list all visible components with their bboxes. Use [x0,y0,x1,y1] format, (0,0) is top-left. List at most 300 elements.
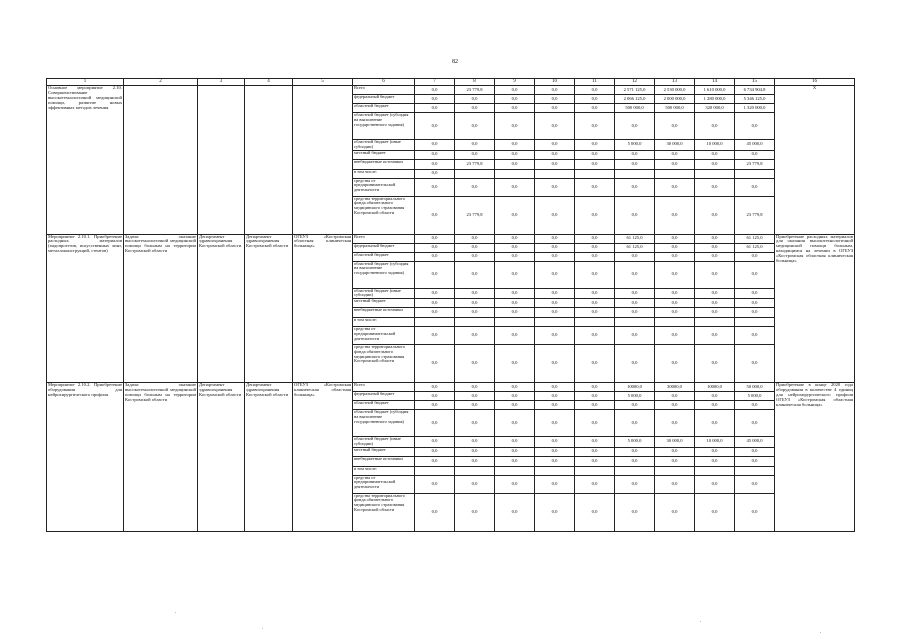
amount-cell: 45 000,0 [735,437,775,448]
amount-cell: 0,0 [535,447,575,456]
amount-cell [695,466,735,475]
amount-cell: 500 000,0 [655,104,695,113]
amount-cell: 0,0 [655,345,695,383]
amount-cell: 0,0 [655,447,695,456]
funding-source-cell: областной бюджет [353,104,415,113]
amount-cell: 0,0 [735,113,775,140]
funding-source-cell: местный бюджет [353,447,415,456]
amount-cell: 0,0 [575,252,615,261]
amount-cell: 0,0 [575,243,615,252]
amount-cell: 0,0 [735,327,775,345]
amount-cell: 0,0 [575,86,615,95]
amount-cell: 0,0 [535,178,575,196]
amount-cell: 0,0 [455,437,495,448]
column-number-cell: 3 [198,79,245,86]
amount-cell: 0,0 [735,493,775,531]
amount-cell: 0,0 [695,159,735,169]
amount-cell: 0,0 [575,383,615,392]
amount-cell: 0,0 [695,345,735,383]
amount-cell: 0,0 [455,234,495,243]
block-c4-cell: Департамент здравоохранения Костромской области [245,383,293,532]
amount-cell: 0,0 [455,252,495,261]
amount-cell: 0,0 [455,392,495,401]
amount-cell: 0,0 [575,327,615,345]
amount-cell: 30000,0 [655,383,695,392]
funding-source-cell: внебюджетные источники [353,159,415,169]
amount-cell: 320 000,0 [695,104,735,113]
amount-cell: 5 000,0 [615,392,655,401]
funding-source-cell: областной бюджет [353,252,415,261]
amount-cell: 0,0 [695,261,735,288]
amount-cell: 0,0 [735,345,775,383]
amount-cell: 0,0 [495,159,535,169]
amount-cell: 0,0 [495,308,535,318]
amount-cell: 0,0 [535,410,575,437]
amount-cell: 61 125,0 [615,234,655,243]
amount-cell: 0,0 [535,150,575,159]
funding-source-cell: внебюджетные источники [353,308,415,318]
amount-cell: 0,0 [455,95,495,104]
amount-cell: 0,0 [655,410,695,437]
amount-cell: 0,0 [655,475,695,493]
block-c2-cell: Задача: оказание высокотехнологичной медицинской помощи больным на территории Костромской области [124,383,198,532]
amount-cell: 0,0 [615,299,655,308]
amount-cell: 0,0 [695,178,735,196]
amount-cell: 0,0 [495,113,535,140]
amount-cell: 2 530 000,0 [655,86,695,95]
amount-cell: 0,0 [455,178,495,196]
amount-cell: 0,0 [535,437,575,448]
amount-cell: 0,0 [455,150,495,159]
amount-cell: 0,0 [535,299,575,308]
column-number-cell: 8 [455,79,495,86]
amount-cell: 0,0 [615,159,655,169]
amount-cell: 0,0 [575,475,615,493]
amount-cell: 0,0 [535,288,575,299]
amount-cell: 0,0 [615,113,655,140]
amount-cell: 1 610 000,0 [695,86,735,95]
amount-cell: 0,0 [415,447,455,456]
amount-cell: 0,0 [495,243,535,252]
amount-cell [655,318,695,327]
amount-cell: 0,0 [735,288,775,299]
amount-cell: 0,0 [455,475,495,493]
amount-cell: 0,0 [535,261,575,288]
funding-source-cell: в том числе: [353,318,415,327]
block-c1-cell: Мероприятие 2.10.1. Приобретение расходных материалов (эндопротезов, искусственных линз, металлоконструкций, стентов) [47,234,124,383]
column-number-cell: 13 [655,79,695,86]
amount-cell: 23 779,8 [455,86,495,95]
amount-cell: 0,0 [415,401,455,410]
amount-cell: 0,0 [575,493,615,531]
amount-cell: 0,0 [615,475,655,493]
column-number-cell: 14 [695,79,735,86]
amount-cell: 0,0 [695,447,735,456]
amount-cell: 0,0 [655,113,695,140]
amount-cell: 0,0 [455,383,495,392]
amount-cell: 10000,0 [695,383,735,392]
amount-cell: 0,0 [575,178,615,196]
funding-source-cell: местный бюджет [353,299,415,308]
amount-cell: 0,0 [455,401,495,410]
amount-cell: 0,0 [495,447,535,456]
amount-cell: 0,0 [535,196,575,234]
amount-cell: 0,0 [575,401,615,410]
budget-table [46,78,855,532]
amount-cell: 0,0 [575,299,615,308]
amount-cell: 0,0 [455,493,495,531]
amount-cell: 0,0 [575,437,615,448]
amount-cell: 0,0 [415,86,455,95]
amount-cell: 0,0 [535,345,575,383]
amount-cell: 1 280 000,0 [695,95,735,104]
amount-cell: 0,0 [455,140,495,151]
amount-cell [455,466,495,475]
amount-cell: 0,0 [615,288,655,299]
funding-source-cell: в том числе: [353,466,415,475]
amount-cell: 0,0 [415,308,455,318]
amount-cell [495,318,535,327]
amount-cell: 0,0 [455,345,495,383]
block-c4-cell [245,86,293,235]
funding-source-cell: федеральный бюджет [353,95,415,104]
amount-cell: 0,0 [455,308,495,318]
amount-cell: 0,0 [575,447,615,456]
amount-cell: 5 346 125,0 [735,95,775,104]
amount-cell: 0,0 [695,493,735,531]
column-number-cell: 5 [293,79,353,86]
amount-cell: 0,0 [615,178,655,196]
amount-cell: 0,0 [535,383,575,392]
amount-cell: 0,0 [615,308,655,318]
amount-cell: 0,0 [535,104,575,113]
amount-cell: 0,0 [655,493,695,531]
amount-cell: 0,0 [655,252,695,261]
amount-cell: 0,0 [415,261,455,288]
amount-cell: 0,0 [535,475,575,493]
amount-cell: 0,0 [495,252,535,261]
amount-cell: 0,0 [615,410,655,437]
funding-source-cell: областной бюджет (иные субсидии) [353,437,415,448]
amount-cell: 0,0 [655,308,695,318]
column-number-cell: 6 [353,79,415,86]
amount-cell: 0,0 [695,327,735,345]
amount-cell: 0,0 [695,113,735,140]
amount-cell: 0,0 [415,252,455,261]
amount-cell: 0,0 [575,113,615,140]
amount-cell [455,318,495,327]
amount-cell: 0,0 [495,196,535,234]
column-number-cell: 11 [575,79,615,86]
amount-cell [655,169,695,178]
funding-source-cell: областной бюджет (иные субсидии) [353,140,415,151]
amount-cell: 0,0 [495,178,535,196]
amount-cell: 61 125,0 [615,243,655,252]
funding-source-cell: средства от предпринимательской деятельности [353,327,415,345]
amount-cell: 0,0 [415,299,455,308]
amount-cell: 0,0 [415,140,455,151]
amount-cell: 0,0 [415,327,455,345]
amount-cell: 0,0 [735,150,775,159]
amount-cell: 0,0 [495,104,535,113]
funding-source-cell: областной бюджет (иные субсидии) [353,288,415,299]
funding-source-cell: областной бюджет (субсидия на выполнение государственного задания) [353,261,415,288]
amount-cell: 0,0 [695,243,735,252]
amount-cell [735,466,775,475]
amount-cell: 0,0 [655,159,695,169]
amount-cell: 0,0 [655,299,695,308]
amount-cell: 0,0 [495,392,535,401]
expected-result-cell: Приобретение расходных материалов для оказания высокотехнологичной медицинской помощи больным, находящимся на лечении в ОГБУЗ «Костромская областная клиническая больница» [775,234,855,383]
amount-cell: 0,0 [535,327,575,345]
amount-cell: 0,0 [455,456,495,466]
amount-cell: 0,0 [575,104,615,113]
amount-cell: 0,0 [455,327,495,345]
amount-cell [695,318,735,327]
amount-cell: 0,0 [535,243,575,252]
amount-cell: 0,0 [735,475,775,493]
amount-cell: 0,0 [415,288,455,299]
amount-cell: 0,0 [615,493,655,531]
block-c2-cell [124,86,198,235]
amount-cell: 0,0 [535,113,575,140]
block-c1-cell: Основное мероприятие 2.10. Совершенствование высокотехнологичной медицинской помощи, развитие новых эффективных методов лечения [47,86,124,235]
amount-cell: 0,0 [415,383,455,392]
block-c4-cell: Департамент здравоохранения Костромской области [245,234,293,383]
amount-cell: 0,0 [655,392,695,401]
amount-cell: 2 000 000,0 [655,95,695,104]
funding-source-cell: местный бюджет [353,150,415,159]
amount-cell: 0,0 [695,150,735,159]
amount-cell: 0,0 [735,456,775,466]
table-row [47,234,855,243]
amount-cell: 10 000,0 [695,437,735,448]
amount-cell: 0,0 [495,437,535,448]
amount-cell [415,466,455,475]
amount-cell: 0,0 [415,113,455,140]
amount-cell: 0,0 [735,401,775,410]
amount-cell: 0,0 [495,299,535,308]
amount-cell: 0,0 [655,456,695,466]
amount-cell: 0,0 [615,345,655,383]
amount-cell: 0,0 [415,104,455,113]
amount-cell: 0,0 [575,345,615,383]
amount-cell [415,318,455,327]
amount-cell: 0,0 [495,383,535,392]
amount-cell: 0,0 [575,234,615,243]
amount-cell: 0,0 [455,447,495,456]
amount-cell [615,466,655,475]
amount-cell [655,466,695,475]
funding-source-cell: средства от предпринимательской деятельности [353,475,415,493]
amount-cell: 23 779,8 [735,159,775,169]
amount-cell: 0,0 [495,345,535,383]
amount-cell [615,318,655,327]
amount-cell: 0,0 [535,392,575,401]
amount-cell: 0,0 [615,447,655,456]
amount-cell: 0,0 [495,401,535,410]
amount-cell: 0,0 [495,95,535,104]
amount-cell: 0,0 [455,410,495,437]
amount-cell: 0,0 [495,475,535,493]
amount-cell: 0,0 [415,243,455,252]
amount-cell: 0,0 [535,456,575,466]
amount-cell: 0,0 [455,113,495,140]
amount-cell: 6 734 904,8 [735,86,775,95]
funding-source-cell: средства от предпринимательской деятельности [353,178,415,196]
amount-cell [495,169,535,178]
funding-source-cell: внебюджетные источники [353,456,415,466]
amount-cell: 0,0 [575,308,615,318]
amount-cell: 0,0 [455,243,495,252]
table-body [47,79,855,532]
amount-cell: 0,0 [575,456,615,466]
amount-cell: 0,0 [695,475,735,493]
amount-cell: 0,0 [415,475,455,493]
amount-cell: 50 000,0 [735,383,775,392]
amount-cell: 30 000,0 [655,140,695,151]
amount-cell: 0,0 [695,410,735,437]
amount-cell [495,466,535,475]
column-number-cell: 1 [47,79,124,86]
amount-cell: 5 000,0 [615,437,655,448]
amount-cell: 10000,0 [615,383,655,392]
funding-source-cell: средства территориального фонда обязательного медицинского страхования Костромской области [353,345,415,383]
amount-cell: 0,0 [415,95,455,104]
funding-source-cell: в том числе: [353,169,415,178]
amount-cell: 0,0 [535,95,575,104]
amount-cell: 0,0 [455,299,495,308]
amount-cell: 0,0 [575,392,615,401]
amount-cell: 0,0 [615,196,655,234]
amount-cell: 0,0 [415,159,455,169]
scan-speck [700,621,701,622]
amount-cell: 0,0 [575,140,615,151]
amount-cell [575,466,615,475]
funding-source-cell: федеральный бюджет [353,243,415,252]
amount-cell: 0,0 [495,456,535,466]
amount-cell: 0,0 [735,299,775,308]
amount-cell [735,318,775,327]
amount-cell: 0,0 [655,243,695,252]
table-row [47,383,855,392]
amount-cell: 0,0 [495,234,535,243]
amount-cell: 0,0 [695,299,735,308]
funding-source-cell: областной бюджет (субсидия на выполнение государственного задания) [353,410,415,437]
amount-cell: 0,0 [655,234,695,243]
amount-cell: 0,0 [695,456,735,466]
column-number-cell: 10 [535,79,575,86]
expected-result-cell: Приобретение в конце 2020 года оборудования в количестве 4 единиц для нейрохирургического профиля ОГБУЗ «Костромская областная клиническая больница» [775,383,855,532]
funding-source-cell: Всего [353,86,415,95]
amount-cell: 61 125,0 [735,234,775,243]
amount-cell [535,318,575,327]
amount-cell: 0,0 [695,288,735,299]
funding-source-cell: федеральный бюджет [353,392,415,401]
amount-cell: 30 000,0 [655,437,695,448]
amount-cell: 0,0 [655,261,695,288]
column-number-cell: 7 [415,79,455,86]
amount-cell [735,169,775,178]
amount-cell: 0,0 [415,456,455,466]
amount-cell: 0,0 [535,493,575,531]
page-number: 82 [452,59,458,65]
column-number-cell: 16 [775,79,855,86]
funding-source-cell: Всего [353,383,415,392]
block-c3-cell [198,86,245,235]
amount-cell: 0,0 [455,104,495,113]
block-c2-cell: Задача: оказание высокотехнологичной медицинской помощи больным на территории Костромской области [124,234,198,383]
scan-speck [262,628,263,629]
table-row [47,86,855,95]
amount-cell: 0,0 [415,345,455,383]
amount-cell: 0,0 [695,234,735,243]
funding-source-cell: Всего [353,234,415,243]
amount-cell [615,169,655,178]
amount-cell: 0,0 [575,150,615,159]
amount-cell: 0,0 [455,261,495,288]
amount-cell: 0,0 [655,196,695,234]
amount-cell: 0,0 [535,252,575,261]
header-row [47,79,855,86]
amount-cell: 0,0 [495,86,535,95]
block-c5-cell [293,86,353,235]
amount-cell: 0,0 [575,410,615,437]
amount-cell: 2 571 125,0 [615,86,655,95]
amount-cell: 0,0 [535,234,575,243]
amount-cell: 10 000,0 [695,140,735,151]
amount-cell: 0,0 [495,288,535,299]
funding-source-cell: средства территориального фонда обязательного медицинского страхования Костромской области [353,196,415,234]
amount-cell: 0,0 [495,150,535,159]
amount-cell: 0,0 [735,261,775,288]
amount-cell: 45 000,0 [735,140,775,151]
amount-cell: 0,0 [535,86,575,95]
amount-cell: 500 000,0 [615,104,655,113]
amount-cell: 0,0 [615,327,655,345]
amount-cell: 0,0 [615,150,655,159]
amount-cell: 0,0 [535,140,575,151]
amount-cell: 23 779,8 [455,196,495,234]
expected-result-cell: Х [775,86,855,235]
amount-cell: 0,0 [415,150,455,159]
amount-cell: 0,0 [615,401,655,410]
amount-cell: 0,0 [415,493,455,531]
column-number-cell: 15 [735,79,775,86]
amount-cell [695,169,735,178]
amount-cell [535,466,575,475]
amount-cell: 5 000,0 [735,392,775,401]
amount-cell: 0,0 [735,252,775,261]
amount-cell: 0,0 [415,169,455,178]
amount-cell: 0,0 [735,178,775,196]
amount-cell: 0,0 [495,140,535,151]
amount-cell: 0,0 [415,392,455,401]
column-number-cell: 9 [495,79,535,86]
amount-cell: 0,0 [655,327,695,345]
amount-cell: 0,0 [695,308,735,318]
amount-cell: 0,0 [495,410,535,437]
block-c1-cell: Мероприятие 2.10.2. Приобретение оборудования для нейрохирургического профиля [47,383,124,532]
amount-cell: 0,0 [495,327,535,345]
amount-cell: 0,0 [575,288,615,299]
amount-cell: 0,0 [575,95,615,104]
amount-cell: 0,0 [575,261,615,288]
scan-speck [820,632,821,633]
amount-cell: 0,0 [415,410,455,437]
amount-cell: 0,0 [415,234,455,243]
amount-cell: 0,0 [655,288,695,299]
